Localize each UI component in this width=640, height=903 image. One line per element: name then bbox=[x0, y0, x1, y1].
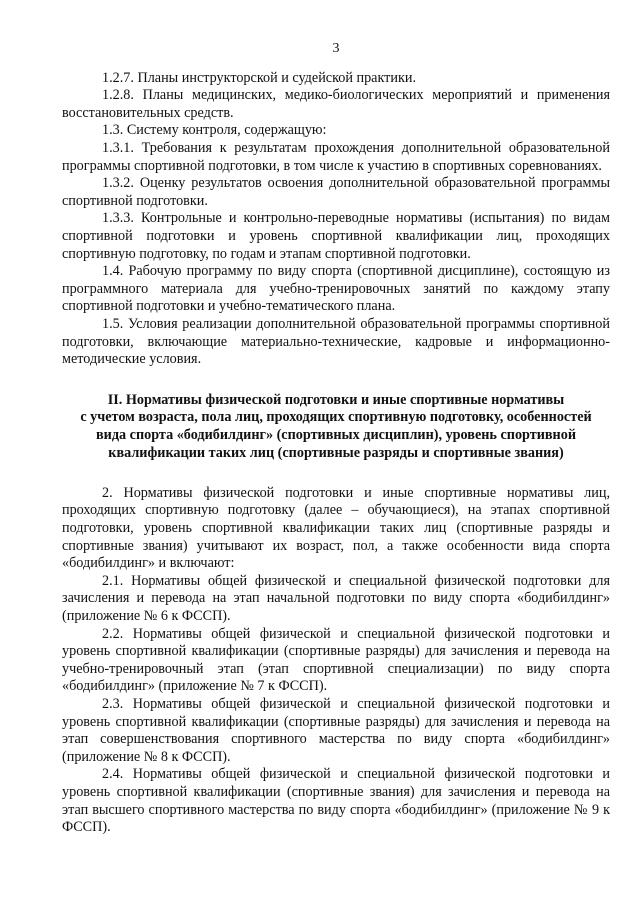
section-heading bbox=[62, 392, 610, 463]
paragraph-2-2: 2.2. Нормативы общей физической и специальной физической подготовки и уровень спортивной квалификации (спортивные разряды) для зачисления и перевода на учебно-тренировочный этап (этап спортивной специализации) по виду спорта «бодибилдинг» (приложение № 7 к ФССП). bbox=[62, 625, 610, 695]
page-number: 3 bbox=[332, 41, 340, 56]
section-heading-line-2: с учетом возраста, пола лиц, проходящих спортивную подготовку, особенностей bbox=[80, 409, 592, 426]
paragraph-1-5: 1.5. Условия реализации дополнительной образовательной программы спортивной подготовки, включающие материально-технические, кадровые и информационно-методические условия. bbox=[62, 315, 610, 368]
paragraph-1-3: 1.3. Систему контроля, содержащую: bbox=[102, 122, 327, 139]
paragraph-2: 2. Нормативы физической подготовки и иные спортивные нормативы лиц, проходящих спортивную подготовку (далее – обучающиеся), на этапах спортивной подготовки, уровень спортивной квалификации таких лиц (спортивные разряды и спортивные звания) учитывают их возраст, пол, а также особенности вида спорта «бодибилдинг» и включают: bbox=[62, 484, 610, 572]
paragraph-1-2-7: 1.2.7. Планы инструкторской и судейской практики. bbox=[102, 69, 416, 86]
section-heading-line-1: II. Нормативы физической подготовки и иные спортивные нормативы bbox=[107, 391, 565, 408]
paragraph-2-1: 2.1. Нормативы общей физической и специальной физической подготовки для зачисления и перевода на этап начальной подготовки по виду спорта «бодибилдинг» (приложение № 6 к ФССП). bbox=[62, 572, 610, 625]
document-page bbox=[62, 40, 610, 837]
section-heading-line-3: вида спорта «бодибилдинг» (спортивных дисциплин), уровень спортивной bbox=[96, 427, 576, 444]
paragraph-1-4: 1.4. Рабочую программу по виду спорта (спортивной дисциплине), состоящую из программного материала для учебно-тренировочных занятий по каждому этапу спортивной подготовки и учебно-тематического плана. bbox=[62, 263, 610, 315]
paragraph-1-2-8: 1.2.8. Планы медицинских, медико-биологических мероприятий и применения восстановительных средств. bbox=[62, 87, 610, 121]
paragraph-1-3-3: 1.3.3. Контрольные и контрольно-переводные нормативы (испытания) по видам спортивной подготовки и уровень спортивной квалификации лиц, проходящих спортивную подготовку, по годам и этапам спортивной подготовки. bbox=[62, 210, 610, 262]
paragraph-2-3: 2.3. Нормативы общей физической и специальной физической подготовки и уровень спортивной квалификации (спортивные разряды) для зачисления и перевода на этап совершенствования спортивного мастерства по виду спорта «бодибилдинг» (приложение № 8 к ФССП). bbox=[62, 696, 610, 765]
section-heading-line-4: квалификации таких лиц (спортивные разряды и спортивные звания) bbox=[108, 445, 564, 462]
paragraph-2-4: 2.4. Нормативы общей физической и специальной физической подготовки и уровень спортивной квалификации (спортивные звания) для зачисления и перевода на этап высшего спортивного мастерства по виду спорта «бодибилдинг» (приложение № 9 к ФССП). bbox=[62, 766, 610, 836]
paragraph-1-3-2: 1.3.2. Оценку результатов освоения дополнительной образовательной программы спортивной подготовки. bbox=[62, 175, 610, 209]
paragraph-1-3-1: 1.3.1. Требования к результатам прохождения дополнительной образовательной программы спортивной подготовки, в том числе к участию в спортивных соревнованиях. bbox=[62, 139, 610, 174]
